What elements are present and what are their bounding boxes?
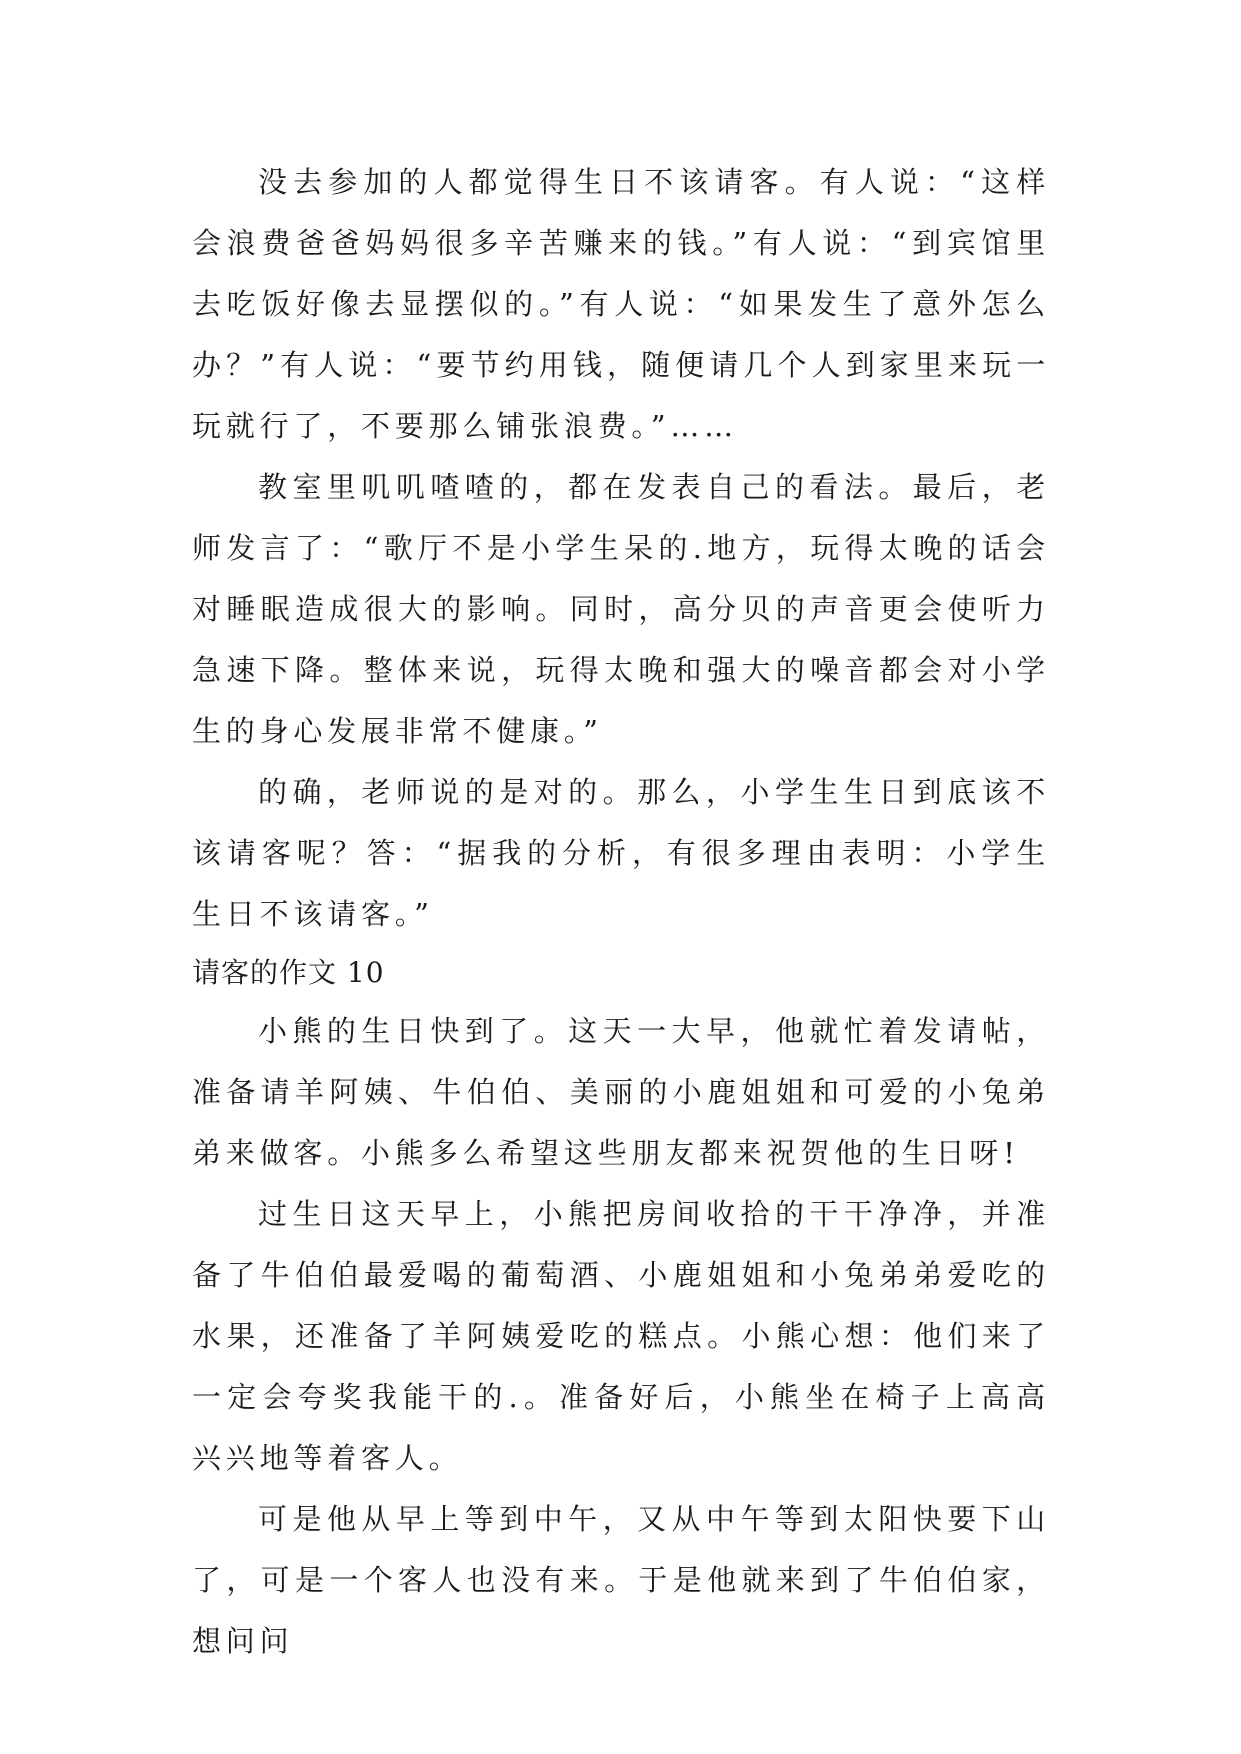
paragraph-bear-prepares: 过生日这天早上，小熊把房间收拾的干干净净，并准备了牛伯伯最爱喝的葡萄酒、小鹿姐姐和小兔弟弟爱吃的水果，还准备了羊阿姨爱吃的糕点。小熊心想：他们来了一定会夸奖我能干的.。准备好后，小熊坐在椅子上高高兴兴地等着客人。 bbox=[192, 1197, 1050, 1475]
paragraph-bear-birthday: 小熊的生日快到了。这天一大早，他就忙着发请帖，准备请羊阿姨、牛伯伯、美丽的小鹿姐姐和可爱的小兔弟弟来做客。小熊多么希望这些朋友都来祝贺他的生日呀! bbox=[192, 1014, 1050, 1170]
paragraph-conclusion: 的确，老师说的是对的。那么，小学生生日到底该不该请客呢？答：“据我的分析，有很多理由表明：小学生生日不该请客。” bbox=[192, 775, 1050, 931]
paragraph-opinions: 没去参加的人都觉得生日不该请客。有人说：“这样会浪费爸爸妈妈很多辛苦赚来的钱。”有人说：“到宾馆里去吃饭好像去显摆似的。”有人说：“如果发生了意外怎么办？”有人说：“要节约用钱，随便请几个人到家里来玩一玩就行了，不要那么铺张浪费。”…… bbox=[192, 165, 1050, 443]
section-title: 请客的作文 10 bbox=[192, 956, 385, 989]
paragraph-bear-waits: 可是他从早上等到中午，又从中午等到太阳快要下山了，可是一个客人也没有来。于是他就来到了牛伯伯家，想问问 bbox=[192, 1502, 1050, 1658]
document-page bbox=[192, 152, 1050, 1672]
paragraph-teacher: 教室里叽叽喳喳的，都在发表自己的看法。最后，老师发言了：“歌厅不是小学生呆的.地方，玩得太晚的话会对睡眠造成很大的影响。同时，高分贝的声音更会使听力急速下降。整体来说，玩得太晚和强大的噪音都会对小学生的身心发展非常不健康。” bbox=[192, 470, 1050, 748]
